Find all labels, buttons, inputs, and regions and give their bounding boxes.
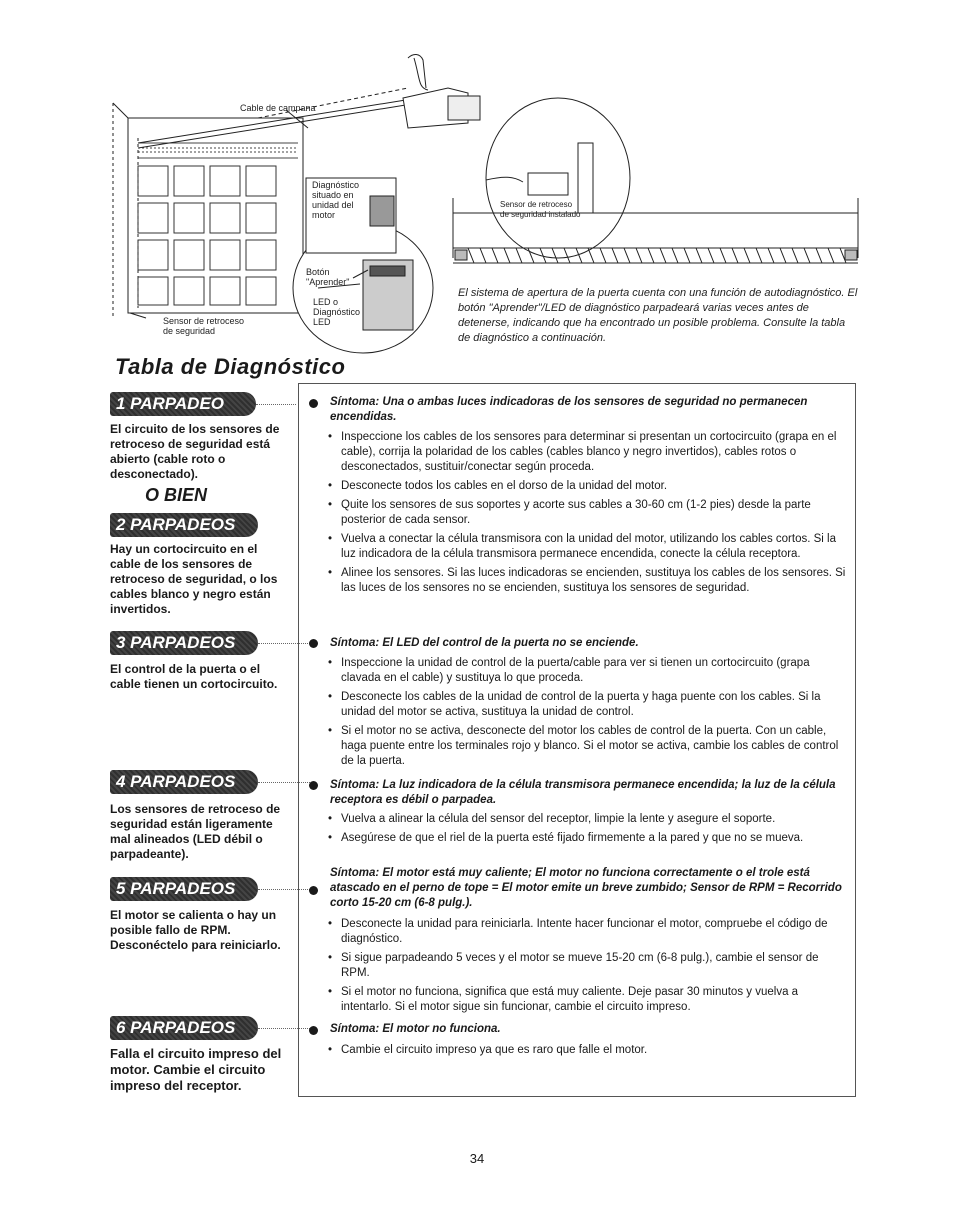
badge-1-parpadeo: 1 PARPADEO xyxy=(110,392,256,416)
label-sensor-instalado: Sensor de retroceso de seguridad instalado xyxy=(500,200,581,219)
badge-2-parpadeos: 2 PARPADEOS xyxy=(110,513,258,537)
badge-6-parpadeos: 6 PARPADEOS xyxy=(110,1016,258,1040)
code-5-description: El motor se calienta o hay un posible fallo de RPM. Desconéctelo para reiniciarlo. xyxy=(110,908,281,952)
symptom-bullet-icon xyxy=(309,399,318,408)
leader-line xyxy=(256,404,296,405)
code-6-description: Falla el circuito impreso del motor. Cambie el circuito impreso del receptor. xyxy=(110,1046,282,1093)
symptom-3-list xyxy=(325,812,850,850)
list-item: • Inspeccione los cables de los sensores para determinar si presentan un cortocircuito (grapa en el cable), corrija la polaridad de los cables (cables blanco y negro invertidos), cables rotos o desconectados, sustituir/conectar según proceda. xyxy=(325,430,850,475)
code-3-description: El control de la puerta o el cable tienen un cortocircuito. xyxy=(110,662,278,691)
list-item: • Alinee los sensores. Si las luces indicadoras se encienden, sustituya los cables de los sensores. Si las luces de los sensores no se encienden, sustituya los sensores de seguridad. xyxy=(325,566,850,596)
symptom-4-list xyxy=(325,917,850,1019)
symptom-5-title: Síntoma: El motor no funciona. xyxy=(330,1023,501,1035)
symptom-1-title: Síntoma: Una o ambas luces indicadoras de los sensores de seguridad no permanecen encendidas. xyxy=(330,396,808,423)
label-diagnostico: Diagnóstico situado en unidad del motor xyxy=(312,180,360,220)
symptom-bullet-icon xyxy=(309,1026,318,1035)
figure-caption: El sistema de apertura de la puerta cuenta con una función de autodiagnóstico. El botón "Aprender"/LED de diagnóstico parpadeará varias veces antes de detenerse, indicando que ha encontrado un posible problema. Consulte la tabla de diagnóstico a continuación. xyxy=(458,287,858,344)
symptom-4-title: Síntoma: El motor está muy caliente; El motor no funciona correctamente o el trole está atascado en el perno de tope = El motor emite un breve zumbido; Sensor de RPM = Recorrido corto 15-20 cm (6-8 pulg.). xyxy=(330,867,842,909)
list-item: • Cambie el circuito impreso ya que es raro que falle el motor. xyxy=(325,1043,850,1058)
page-number: 34 xyxy=(469,1151,485,1166)
list-item: • Desconecte todos los cables en el dorso de la unidad del motor. xyxy=(325,479,850,494)
list-item: • Inspeccione la unidad de control de la puerta/cable para ver si tienen un cortocircuito (grapa clavada en el cable) y sustituya lo que proceda. xyxy=(325,656,850,686)
list-item: • Desconecte los cables de la unidad de control de la puerta y haga puente con los cables. Si la unidad del motor se activa, sustituya la unidad de control. xyxy=(325,690,850,720)
or-label: O BIEN xyxy=(145,485,208,505)
label-boton-aprender: Botón "Aprender" xyxy=(306,267,350,287)
badge-3-parpadeos: 3 PARPADEOS xyxy=(110,631,258,655)
symptom-3-title: Síntoma: La luz indicadora de la célula transmisora permanece encendida; la luz de la célula receptora es débil o parpadea. xyxy=(330,779,836,806)
list-item: • Si el motor no se activa, desconecte del motor los cables de control de la puerta. Con un cable, haga puente entre los terminales rojo y blanco. Si el motor se activa, cambie los cables de control de la puerta. xyxy=(325,724,850,769)
badge-4-parpadeos: 4 PARPADEOS xyxy=(110,770,258,794)
badge-5-parpadeos: 5 PARPADEOS xyxy=(110,877,258,901)
list-item: • Vuelva a conectar la célula transmisora con la unidad del motor, utilizando los cables cortos. Si la luz indicadora de la célula transmisora permanece encendida, conecte la célula receptora. xyxy=(325,532,850,562)
symptom-1-list xyxy=(325,430,850,600)
code-4-description: Los sensores de retroceso de seguridad están ligeramente mal alineados (LED débil o parpadeante). xyxy=(110,802,281,861)
label-led: LED o Diagnóstico LED xyxy=(313,297,361,327)
symptom-bullet-icon xyxy=(309,886,318,895)
symptom-bullet-icon xyxy=(309,639,318,648)
list-item: • Si sigue parpadeando 5 veces y el motor se mueve 15-20 cm (6-8 pulg.), cambie el sensor de RPM. xyxy=(325,951,850,981)
code-1-description: El circuito de los sensores de retroceso de seguridad está abierto (cable roto o desconectado). xyxy=(110,422,280,481)
list-item: • Asegúrese de que el riel de la puerta esté fijado firmemente a la pared y que no se mueva. xyxy=(325,831,850,846)
symptom-2-title: Síntoma: El LED del control de la puerta no se enciende. xyxy=(330,637,639,649)
symptom-2-list xyxy=(325,656,850,773)
symptom-bullet-icon xyxy=(309,781,318,790)
list-item: • Si el motor no funciona, significa que está muy caliente. Deje pasar 30 minutos y vuelva a intentarlo. Si el motor sigue sin funcionar, cambie el circuito impreso. xyxy=(325,985,850,1015)
label-cable-campana: Cable de campana xyxy=(240,103,316,113)
list-item: • Quite los sensores de sus soportes y acorte sus cables a 30-60 cm (1-2 pies) desde la parte posterior de cada sensor. xyxy=(325,498,850,528)
code-2-description: Hay un cortocircuito en el cable de los sensores de retroceso de seguridad, o los cables blanco y negro están invertidos. xyxy=(110,542,278,616)
symptom-5-list xyxy=(325,1043,850,1062)
label-sensor-retroceso: Sensor de retroceso de seguridad xyxy=(163,316,245,336)
list-item: • Desconecte la unidad para reiniciarla. Intente hacer funcionar el motor, compruebe el código de diagnóstico. xyxy=(325,917,850,947)
list-item: • Vuelva a alinear la célula del sensor del receptor, limpie la lente y asegure el soporte. xyxy=(325,812,850,827)
page-title: Tabla de Diagnóstico xyxy=(115,354,346,379)
